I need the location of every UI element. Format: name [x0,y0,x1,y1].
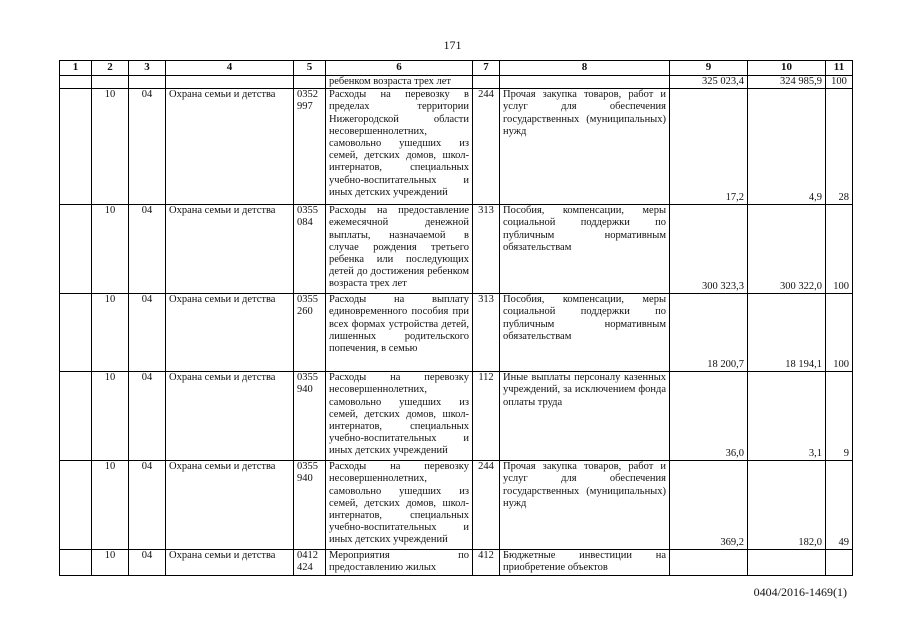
cell-type: 244 [473,89,500,205]
cell-value: 182,0 [748,461,826,550]
cell-section: 10 [92,89,129,205]
header-cell: 10 [748,61,826,76]
cell-type: 244 [473,461,500,550]
table-row [60,294,853,372]
cell-type: 412 [473,550,500,575]
cell-name: Охрана семьи и детства [166,294,294,372]
cell-code: 0355 940 [294,372,326,461]
cell-section: 10 [92,461,129,550]
cell-subsection: 04 [129,372,166,461]
cell-description: ребенком возраста трех лет [326,76,473,89]
table-row [60,372,853,461]
cell-percent: 100 [826,205,853,294]
cell-value: 4,9 [748,89,826,205]
cell-value: 369,2 [670,461,748,550]
cell-expense: Пособия, компенсации, меры социальной поддержки по публичным нормативным обязательствам [500,294,670,372]
cell-type: 313 [473,205,500,294]
cell-description: Расходы на перевозку несовершеннолетних, самовольно ушедших из семей, детских домов, школ-интернатов, специальных учебно-воспитательных и иных детских учреждений [326,372,473,461]
cell-percent: 100 [826,294,853,372]
header-cell: 6 [326,61,473,76]
cell-description: Расходы на предоставление ежемесячной денежной выплаты, назначаемой в случае рождения третьего ребенка или последующих детей до достижения ребенком возраста трех лет [326,205,473,294]
table-row [60,550,853,575]
cell-name: Охрана семьи и детства [166,89,294,205]
cell-subsection: 04 [129,461,166,550]
cell-value: 17,2 [670,89,748,205]
cell-code: 0355 940 [294,461,326,550]
header-cell: 11 [826,61,853,76]
cell-name: Охрана семьи и детства [166,372,294,461]
cell-percent [826,550,853,575]
header-cell: 5 [294,61,326,76]
cell-code: 0355 084 [294,205,326,294]
cell-name: Охрана семьи и детства [166,461,294,550]
cell-description: Расходы на перевозку в пределах территории Нижегородской области несовершеннолетних, самовольно ушедших из семей, детских домов, школ-интернатов, специальных учебно-воспитательных и иных детских учреждений [326,89,473,205]
continued-row [60,76,853,89]
cell-section: 10 [92,205,129,294]
header-cell: 2 [92,61,129,76]
cell-value: 300 322,0 [748,205,826,294]
cell-value: 300 323,3 [670,205,748,294]
cell-section: 10 [92,550,129,575]
cell-percent: 100 [826,76,853,89]
header-cell: 7 [473,61,500,76]
page-number: 171 [443,38,462,52]
cell-value [748,550,826,575]
document-code: 0404/2016-1469(1) [753,585,847,599]
header-cell: 8 [500,61,670,76]
cell-value: 324 985,9 [748,76,826,89]
cell-description: Мероприятия по предоставлению жилых [326,550,473,575]
header-cell: 1 [60,61,92,76]
header-cell: 3 [129,61,166,76]
cell-subsection: 04 [129,550,166,575]
cell-code: 0352 997 [294,89,326,205]
cell-description: Расходы на выплату единовременного пособия при всех формах устройства детей, лишенных родительского попечения, в семью [326,294,473,372]
budget-table [59,60,853,576]
cell-section: 10 [92,294,129,372]
cell-type: 112 [473,372,500,461]
cell-expense: Прочая закупка товаров, работ и услуг для обеспечения государственных (муниципальных) нужд [500,89,670,205]
cell-expense: Иные выплаты персоналу казенных учреждений, за исключением фонда оплаты труда [500,372,670,461]
cell-code: 0355 260 [294,294,326,372]
table-row [60,205,853,294]
cell-subsection: 04 [129,294,166,372]
header-cell: 9 [670,61,748,76]
cell-value: 3,1 [748,372,826,461]
cell-percent: 9 [826,372,853,461]
cell-subsection: 04 [129,205,166,294]
cell-expense: Бюджетные инвестиции на приобретение объектов [500,550,670,575]
cell-value: 18 194,1 [748,294,826,372]
header-row [60,61,853,76]
cell-section: 10 [92,372,129,461]
cell-description: Расходы на перевозку несовершеннолетних, самовольно ушедших из семей, детских домов, школ-интернатов, специальных учебно-воспитательных и иных детских учреждений [326,461,473,550]
cell-code: 0412 424 [294,550,326,575]
cell-value: 36,0 [670,372,748,461]
cell-expense: Пособия, компенсации, меры социальной поддержки по публичным нормативным обязательствам [500,205,670,294]
cell-type: 313 [473,294,500,372]
cell-expense: Прочая закупка товаров, работ и услуг для обеспечения государственных (муниципальных) нужд [500,461,670,550]
cell-value: 325 023,4 [670,76,748,89]
cell-name: Охрана семьи и детства [166,205,294,294]
cell-percent: 49 [826,461,853,550]
header-cell: 4 [166,61,294,76]
cell-value [670,550,748,575]
table-row [60,89,853,205]
cell-subsection: 04 [129,89,166,205]
cell-value: 18 200,7 [670,294,748,372]
cell-percent: 28 [826,89,853,205]
table-row [60,461,853,550]
cell-name: Охрана семьи и детства [166,550,294,575]
